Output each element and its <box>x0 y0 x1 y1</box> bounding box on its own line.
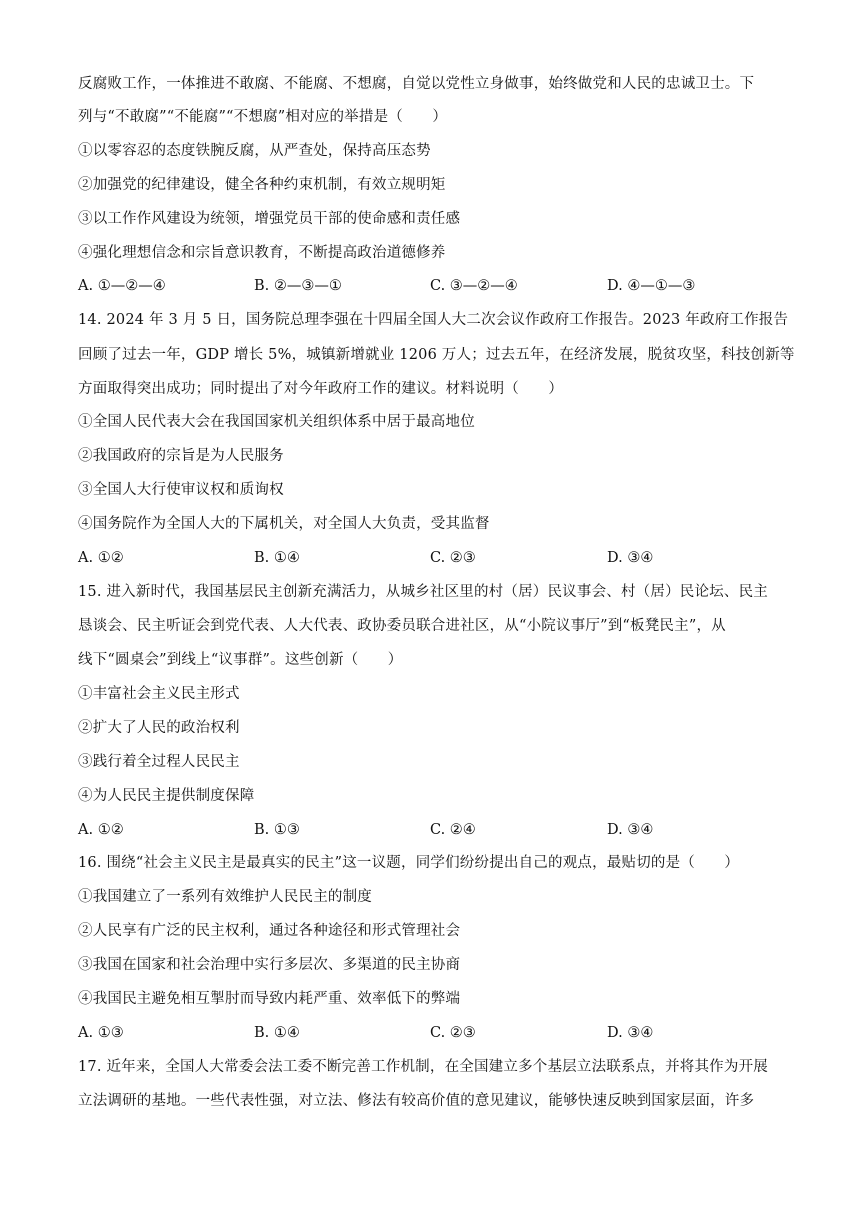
option-b: B. ②—③—① <box>254 278 342 294</box>
q16-statement-2: ②人民享有广泛的民主权利，通过各种途径和形式管理社会 <box>78 923 461 939</box>
q14-statement-3: ③全国人大行使审议权和质询权 <box>78 482 284 498</box>
option-a: A. ①② <box>78 550 124 566</box>
option-c: C. ②④ <box>430 822 476 838</box>
option-c: C. ②③ <box>430 1025 476 1041</box>
q13-statement-4: ④强化理想信念和宗旨意识教育，不断提高政治道德修养 <box>78 245 446 261</box>
q14-text-line: 14. 2024 年 3 月 5 日，国务院总理李强在十四届全国人大二次会议作政府工作报告。2023 年政府工作报告 <box>78 312 789 328</box>
q16-statement-3: ③我国在国家和社会治理中实行多层次、多渠道的民主协商 <box>78 957 461 973</box>
option-d: D. ③④ <box>607 550 654 566</box>
q16-options <box>78 1023 782 1043</box>
option-c: C. ②③ <box>430 550 476 566</box>
q16-statement-1: ①我国建立了一系列有效维护人民民主的制度 <box>78 889 372 905</box>
option-b: B. ①④ <box>254 1025 300 1041</box>
q15-statement-4: ④为人民民主提供制度保障 <box>78 788 255 804</box>
q17-text-line: 17. 近年来，全国人大常委会法工委不断完善工作机制，在全国建立多个基层立法联系点，并将其作为开展 <box>78 1059 768 1075</box>
option-a: A. ①② <box>78 822 124 838</box>
q16-statement-4: ④我国民主避免相互掣肘而导致内耗严重、效率低下的弊端 <box>78 991 461 1007</box>
q15-text-line: 15. 进入新时代，我国基层民主创新充满活力，从城乡社区里的村（居）民议事会、村（居）民论坛、民主 <box>78 584 768 600</box>
q14-options <box>78 548 782 568</box>
option-d: D. ③④ <box>607 822 654 838</box>
q13-statement-1: ①以零容忍的态度铁腕反腐，从严查处，保持高压态势 <box>78 143 431 159</box>
q13-statement-2: ②加强党的纪律建设，健全各种约束机制，有效立规明矩 <box>78 177 446 193</box>
q14-text-line: 方面取得突出成功；同时提出了对今年政府工作的建议。材料说明（ ） <box>78 381 564 397</box>
q14-statement-1: ①全国人民代表大会在我国国家机关组织体系中居于最高地位 <box>78 414 475 430</box>
q13-text-line: 反腐败工作，一体推进不敢腐、不能腐、不想腐，自觉以党性立身做事，始终做党和人民的忠诚卫士。下 <box>78 76 755 92</box>
q13-options <box>78 276 782 296</box>
q15-statement-2: ②扩大了人民的政治权利 <box>78 720 240 736</box>
option-b: B. ①④ <box>254 550 300 566</box>
q15-statement-3: ③践行着全过程人民民主 <box>78 754 240 770</box>
option-a: A. ①—②—④ <box>78 278 166 294</box>
option-a: A. ①③ <box>78 1025 124 1041</box>
option-d: D. ④—①—③ <box>607 278 696 294</box>
option-d: D. ③④ <box>607 1025 654 1041</box>
q14-statement-2: ②我国政府的宗旨是为人民服务 <box>78 448 284 464</box>
q16-text-line: 16. 围绕“社会主义民主是最真实的民主”这一议题，同学们纷纷提出自己的观点，最贴切的是（ ） <box>78 855 740 871</box>
option-b: B. ①③ <box>254 822 300 838</box>
q15-options <box>78 820 782 840</box>
option-c: C. ③—②—④ <box>430 278 518 294</box>
q15-text-line: 恳谈会、民主听证会到党代表、人大代表、政协委员联合进社区，从“小院议事厅”到“板凳民主”，从 <box>78 618 726 634</box>
q14-text-line: 回顾了过去一年，GDP 增长 5%，城镇新增就业 1206 万人；过去五年，在经济发展，脱贫攻坚，科技创新等 <box>78 347 795 363</box>
q15-text-line: 线下“圆桌会”到线上“议事群”。这些创新（ ） <box>78 652 403 668</box>
q13-statement-3: ③以工作作风建设为统领，增强党员干部的使命感和责任感 <box>78 211 461 227</box>
q13-text-line: 列与“不敢腐”“不能腐”“不想腐”相对应的举措是（ ） <box>78 109 448 125</box>
q17-text-line: 立法调研的基地。一些代表性强，对立法、修法有较高价值的意见建议，能够快速反映到国家层面，许多 <box>78 1093 755 1109</box>
q14-statement-4: ④国务院作为全国人大的下属机关，对全国人大负责，受其监督 <box>78 516 490 532</box>
q15-statement-1: ①丰富社会主义民主形式 <box>78 686 240 702</box>
